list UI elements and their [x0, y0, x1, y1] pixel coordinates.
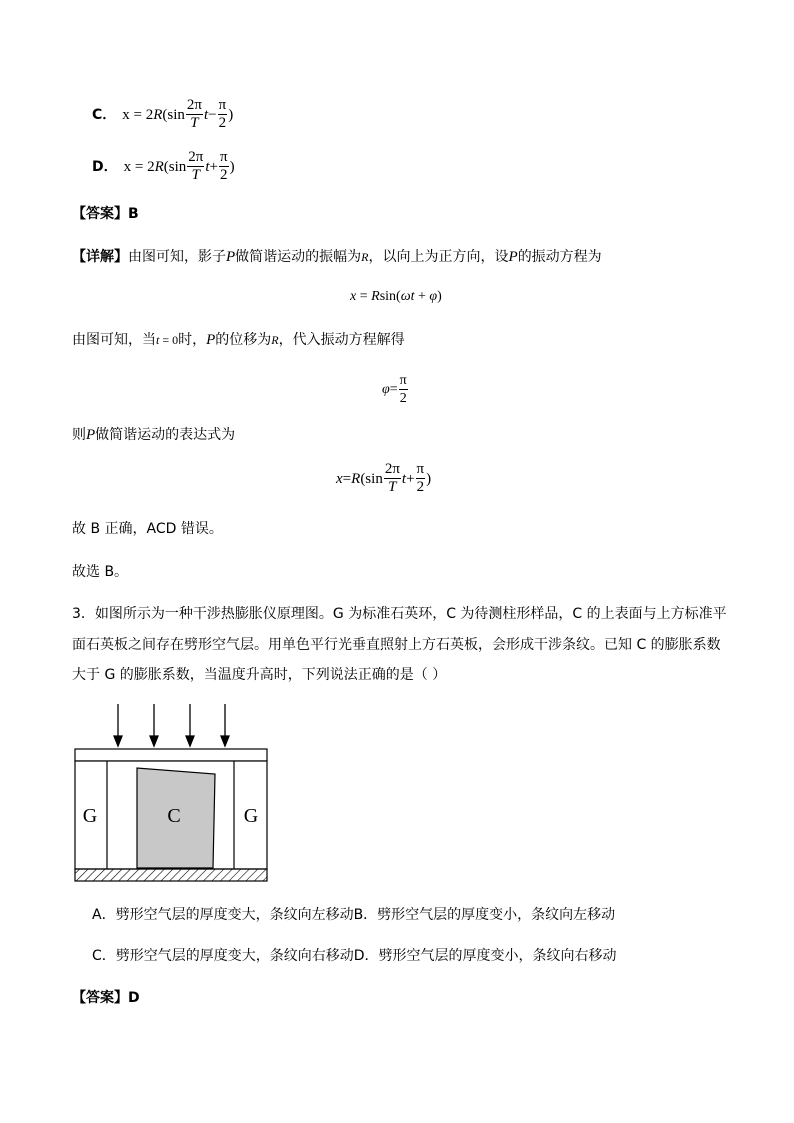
- formula-var: t: [205, 158, 210, 175]
- fraction-num: π: [218, 97, 227, 113]
- question-3-line-3: 大于 G 的膨胀系数，当温度升高时，下列说法正确的是（ ）: [72, 667, 447, 683]
- fraction-den: T: [191, 167, 200, 183]
- formula-part: ): [228, 106, 234, 123]
- option-d: [92, 149, 235, 184]
- eq-var: x: [336, 470, 343, 487]
- formula-var: R: [153, 106, 163, 123]
- eq-part: ): [426, 470, 432, 487]
- fraction-num: 2π: [186, 97, 202, 113]
- eq-var: φ: [382, 381, 390, 397]
- base-plate: [75, 869, 267, 881]
- eq-op: =: [389, 381, 398, 397]
- var-t: t: [156, 333, 160, 347]
- fraction-num: π: [399, 373, 407, 388]
- fraction-num: π: [219, 149, 228, 165]
- eq-var: t: [410, 289, 415, 304]
- option-text: B．劈形空气层的厚度变小，条纹向左移动: [353, 907, 616, 923]
- eq-var: φ: [429, 289, 438, 304]
- eq-func: (sin: [360, 470, 383, 487]
- fraction-den: 2: [220, 167, 228, 183]
- answer-label: 【答案】: [72, 990, 128, 1006]
- text: 做简谐运动的表达式为: [95, 427, 236, 443]
- eq-var: R: [371, 289, 380, 304]
- option-text: A．劈形空气层的厚度变大，条纹向左移动: [92, 907, 354, 923]
- question-3-line-2: 面石英板之间存在劈形空气层。用单色平行光垂直照射上方石英板，会形成干涉条纹。已知 C 的膨胀系数: [72, 637, 721, 653]
- light-arrows: [114, 704, 229, 746]
- answer-line: [72, 204, 139, 224]
- eq-op: +: [406, 470, 415, 487]
- question-3-line-1: 3．如图所示为一种干涉热膨胀仪原理图。G 为标准石英环，C 为待测柱形样品，C 的上表面与上方标准平: [72, 606, 727, 622]
- fraction: [187, 149, 204, 184]
- option-text: D．劈形空气层的厚度变小，条纹向右移动: [353, 948, 617, 964]
- formula-op: −: [208, 106, 217, 123]
- fraction-den: T: [388, 479, 397, 495]
- formula-op: +: [209, 158, 218, 175]
- choose-line: 故选 B。: [72, 564, 129, 580]
- fraction-den: 2: [218, 115, 227, 131]
- eq-var: t: [401, 470, 407, 487]
- text: ，代入振动方程解得: [278, 332, 405, 348]
- text: 时，: [178, 332, 207, 348]
- equation-1: [350, 288, 442, 306]
- text: 由图可知，影子: [128, 249, 226, 265]
- fraction: [186, 97, 203, 132]
- eq-var: x: [350, 289, 357, 304]
- formula-var: t: [204, 106, 209, 123]
- answer-value: D: [128, 990, 140, 1006]
- text: = 0: [159, 333, 179, 347]
- eq-op: =: [356, 289, 372, 304]
- text: ，以向上为正方向，设: [368, 249, 509, 265]
- equation-2: [382, 372, 409, 407]
- eq-func: sin(: [379, 289, 401, 304]
- fraction: [218, 97, 228, 132]
- formula-part: (sin: [163, 158, 187, 175]
- fraction-den: 2: [399, 391, 407, 406]
- explain-line-2: [72, 330, 405, 350]
- answer-value: B: [128, 206, 139, 222]
- eq-part: ): [437, 289, 442, 304]
- text: 做简谐运动的振幅为: [235, 249, 362, 265]
- label-c: C: [167, 805, 181, 827]
- explain-line-3: [72, 425, 235, 445]
- equation-3: [336, 461, 431, 496]
- fraction-den: 2: [416, 479, 425, 495]
- option-text: C．劈形空气层的厚度变大，条纹向右移动: [92, 948, 354, 964]
- option-c: [92, 97, 233, 132]
- fraction: [384, 461, 401, 496]
- conclusion: 故 B 正确，ACD 错误。: [72, 521, 223, 537]
- var-p: P: [226, 249, 236, 265]
- answer-3-line: [72, 988, 140, 1008]
- eq-op: +: [414, 289, 430, 304]
- eq-op: =: [342, 470, 352, 487]
- var-r: R: [271, 333, 279, 347]
- q3-option-c: [92, 946, 617, 966]
- fraction-den: T: [190, 115, 199, 131]
- fraction-num: π: [416, 461, 425, 477]
- var-p: P: [86, 427, 96, 443]
- fraction-num: 2π: [384, 461, 400, 477]
- q3-option-a: [92, 905, 615, 925]
- fraction-num: 2π: [188, 149, 204, 165]
- label-g-right: G: [243, 805, 259, 827]
- top-quartz-plate: [75, 749, 267, 761]
- text: 则: [72, 427, 86, 443]
- option-letter: C．: [92, 106, 117, 123]
- fraction: [399, 372, 408, 407]
- explain-label: 【详解】: [72, 249, 128, 265]
- label-g-left: G: [82, 805, 98, 827]
- fraction: [219, 149, 229, 184]
- fraction: [416, 461, 426, 496]
- option-letter: D．: [92, 158, 118, 175]
- answer-label: 【答案】: [72, 206, 128, 222]
- text: 由图可知，当: [72, 332, 156, 348]
- interferometer-figure: [70, 700, 275, 890]
- explain-line-1: [72, 247, 602, 267]
- text: 的振动方程为: [517, 249, 602, 265]
- formula-lhs: x = 2: [122, 106, 154, 123]
- eq-var: R: [351, 470, 361, 487]
- formula-var: R: [154, 158, 164, 175]
- var-p: P: [508, 249, 518, 265]
- eq-var: ω: [400, 289, 411, 304]
- formula-part: ): [229, 158, 235, 175]
- formula-part: (sin: [162, 106, 185, 123]
- var-p: P: [206, 332, 216, 348]
- var-r: R: [361, 250, 369, 264]
- formula-lhs: x = 2: [123, 158, 155, 175]
- text: 的位移为: [215, 332, 272, 348]
